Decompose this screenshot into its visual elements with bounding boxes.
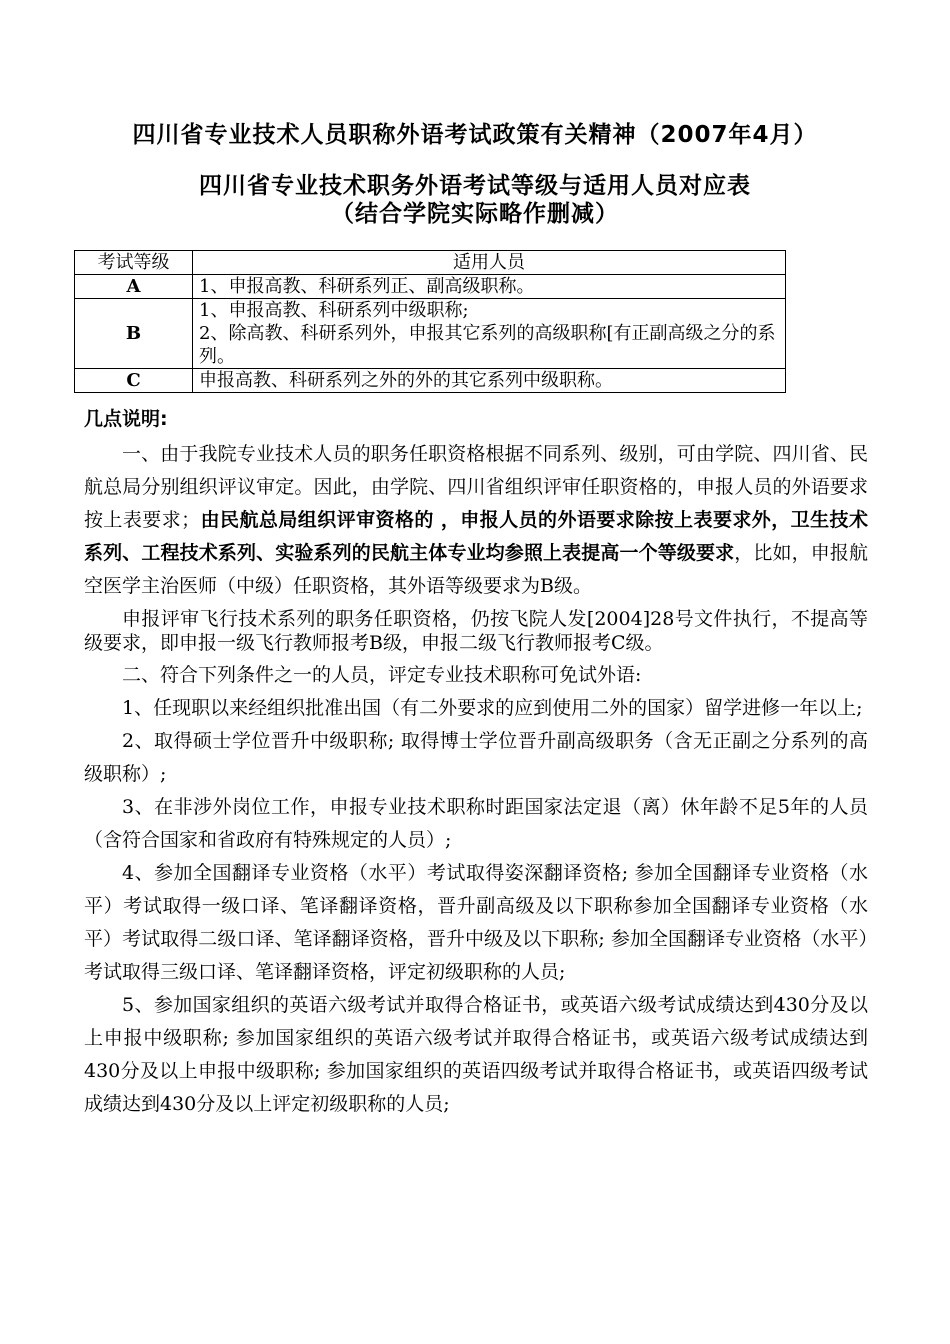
notes-body — [84, 438, 868, 1121]
applicable-line: 申报高教、科研系列之外的外的其它系列中级职称。 — [199, 370, 613, 391]
paragraph: 3、在非涉外岗位工作，申报专业技术职称时距国家法定退（离）休年龄不足5年的人员（含符合国家和省政府有特殊规定的人员）; — [84, 796, 868, 851]
grade-table — [74, 250, 786, 393]
paragraph-text: 一、由于我院专业技术人员的职务任职资格根据不同系列、级别，可由学院、四川省、民航总局分别组织评议审定。因此，由学院、四川省组织评审任职资格的，申报人员的外语要求按上表要求； — [84, 443, 868, 531]
table-row — [75, 369, 786, 393]
table-row — [75, 299, 786, 369]
paragraph: 2、取得硕士学位晋升中级职称; 取得博士学位晋升副高级职务（含无正副之分系列的高级职称）; — [84, 730, 868, 785]
applicable-cell — [193, 275, 786, 299]
header-applicable: 适用人员 — [193, 251, 786, 275]
paragraph-bold-text: 由民航总局组织评审资格的 ，申报人员的外语要求除按上表要求外，卫生技术系列、工程技术系列、实验系列的民航主体专业均参照上表提高一个等级要求 — [84, 509, 868, 564]
document-title: 四川省专业技术人员职称外语考试政策有关精神（2007年4月） — [132, 122, 818, 148]
applicable-line: 2、除高教、科研系列外，申报其它系列的高级职称[有正副高级之分的系列。 — [199, 323, 776, 367]
paragraph — [84, 438, 868, 603]
header-level: 考试等级 — [75, 251, 193, 275]
paragraph: 5、参加国家组织的英语六级考试并取得合格证书，或英语六级考试成绩达到430分及以上申报中级职称; 参加国家组织的英语六级考试并取得合格证书，或英语六级考试成绩达到430分及以上申报中级职称; 参加国家组织的英语四级考试并取得合格证书，或英语四级考试成绩达到430分及以上评定初级职称的人员; — [84, 994, 868, 1115]
notes-heading: 几点说明: — [84, 408, 168, 430]
level-cell: B — [75, 299, 193, 369]
table-title-line1: 四川省专业技术职务外语考试等级与适用人员对应表 — [199, 173, 751, 199]
paragraph: 申报评审飞行技术系列的职务任职资格，仍按飞院人发[2004]28号文件执行，不提高等级要求，即申报一级飞行教师报考B级，申报二级飞行教师报考C级。 — [84, 608, 868, 654]
applicable-line: 1、申报高教、科研系列中级职称; — [199, 300, 469, 321]
table-title-line2: （结合学院实际略作删减） — [331, 201, 619, 227]
paragraph: 1、任现职以来经组织批准出国（有二外要求的应到使用二外的国家）留学进修一年以上; — [122, 697, 863, 719]
level-cell: C — [75, 369, 193, 393]
applicable-cell — [193, 299, 786, 369]
paragraph-text: ，比如，申报航空医学主治医师（中级）任职资格，其外语等级要求为B级。 — [84, 542, 868, 597]
table-title — [0, 172, 950, 228]
applicable-line: 1、申报高教、科研系列正、副高级职称。 — [199, 276, 535, 297]
table-row — [75, 275, 786, 299]
applicable-cell — [193, 369, 786, 393]
paragraph: 4、参加全国翻译专业资格（水平）考试取得姿深翻译资格; 参加全国翻译专业资格（水平）考试取得一级口译、笔译翻译资格，晋升副高级及以下职称参加全国翻译专业资格（水平）考试取得二级口译、笔译翻译资格，晋升中级及以下职称; 参加全国翻译专业资格（水平）考试取得三级口译、笔译翻译资格，评定初级职称的人员; — [84, 862, 868, 983]
table-header-row — [75, 251, 786, 275]
paragraph: 二、符合下列条件之一的人员，评定专业技术职称可免试外语: — [122, 664, 642, 686]
level-cell: A — [75, 275, 193, 299]
